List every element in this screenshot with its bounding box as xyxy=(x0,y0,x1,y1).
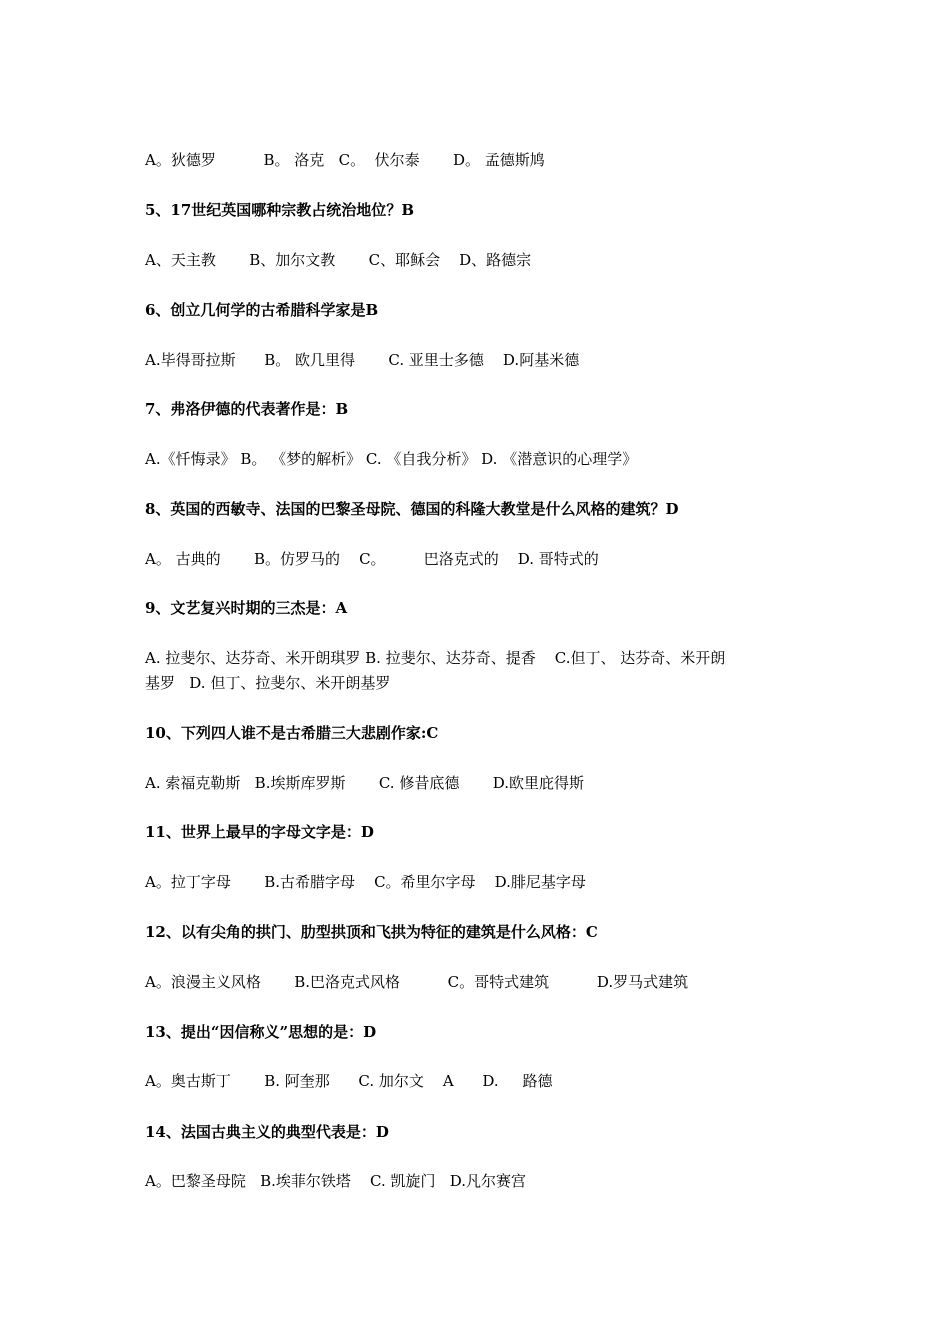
options-q6: A.毕得哥拉斯 B。 欧几里得 C. 亚里士多德 D.阿基米德 xyxy=(145,351,580,369)
options-q4: A。狄德罗 B。 洛克 C。 伏尔泰 D。 孟德斯鸠 xyxy=(145,151,545,169)
question-6: 6、创立几何学的古希腊科学家是B xyxy=(145,301,379,319)
question-9: 9、文艺复兴时期的三杰是：A xyxy=(145,599,348,617)
question-8: 8、英国的西敏寺、法国的巴黎圣母院、德国的科隆大教堂是什么风格的建筑？D xyxy=(145,500,679,518)
question-11: 11、世界上最早的字母文字是：D xyxy=(145,823,374,841)
question-14: 14、法国古典主义的典型代表是：D xyxy=(145,1123,389,1141)
options-q14: A。巴黎圣母院 B.埃菲尔铁塔 C. 凯旋门 D.凡尔赛宫 xyxy=(145,1172,527,1190)
options-q13: A。奥古斯丁 B. 阿奎那 C. 加尔文 A D. 路德 xyxy=(145,1072,553,1090)
options-q7: A.《忏悔录》 B。 《梦的解析》 C. 《自我分析》 D. 《潜意识的心理学》 xyxy=(145,450,638,468)
options-q12: A。浪漫主义风格 B.巴洛克式风格 C。哥特式建筑 D.罗马式建筑 xyxy=(145,973,689,991)
options-q11: A。拉丁字母 B.古希腊字母 C。希里尔字母 D.腓尼基字母 xyxy=(145,873,586,891)
options-q5: A、天主教 B、加尔文教 C、耶稣会 D、路德宗 xyxy=(145,251,532,269)
options-q8: A。 古典的 B。仿罗马的 C。 巴洛克式的 D. 哥特式的 xyxy=(145,550,599,568)
options-q10: A. 索福克勒斯 B.埃斯库罗斯 C. 修昔底德 D.欧里庇得斯 xyxy=(145,774,584,792)
options-q9: A. 拉斐尔、达芬奇、米开朗琪罗 B. 拉斐尔、达芬奇、提香 C.但丁、 达芬奇、米开朗 基罗 D. 但丁、拉斐尔、米开朗基罗 xyxy=(145,649,726,692)
question-12: 12、以有尖角的拱门、肋型拱顶和飞拱为特征的建筑是什么风格：C xyxy=(145,923,598,941)
question-5: 5、17世纪英国哪种宗教占统治地位？B xyxy=(145,201,414,219)
question-7: 7、弗洛伊德的代表著作是：B xyxy=(145,400,349,418)
question-13: 13、提出“因信称义”思想的是：D xyxy=(145,1023,377,1041)
question-10: 10、下列四人谁不是古希腊三大悲剧作家:C xyxy=(145,724,439,742)
